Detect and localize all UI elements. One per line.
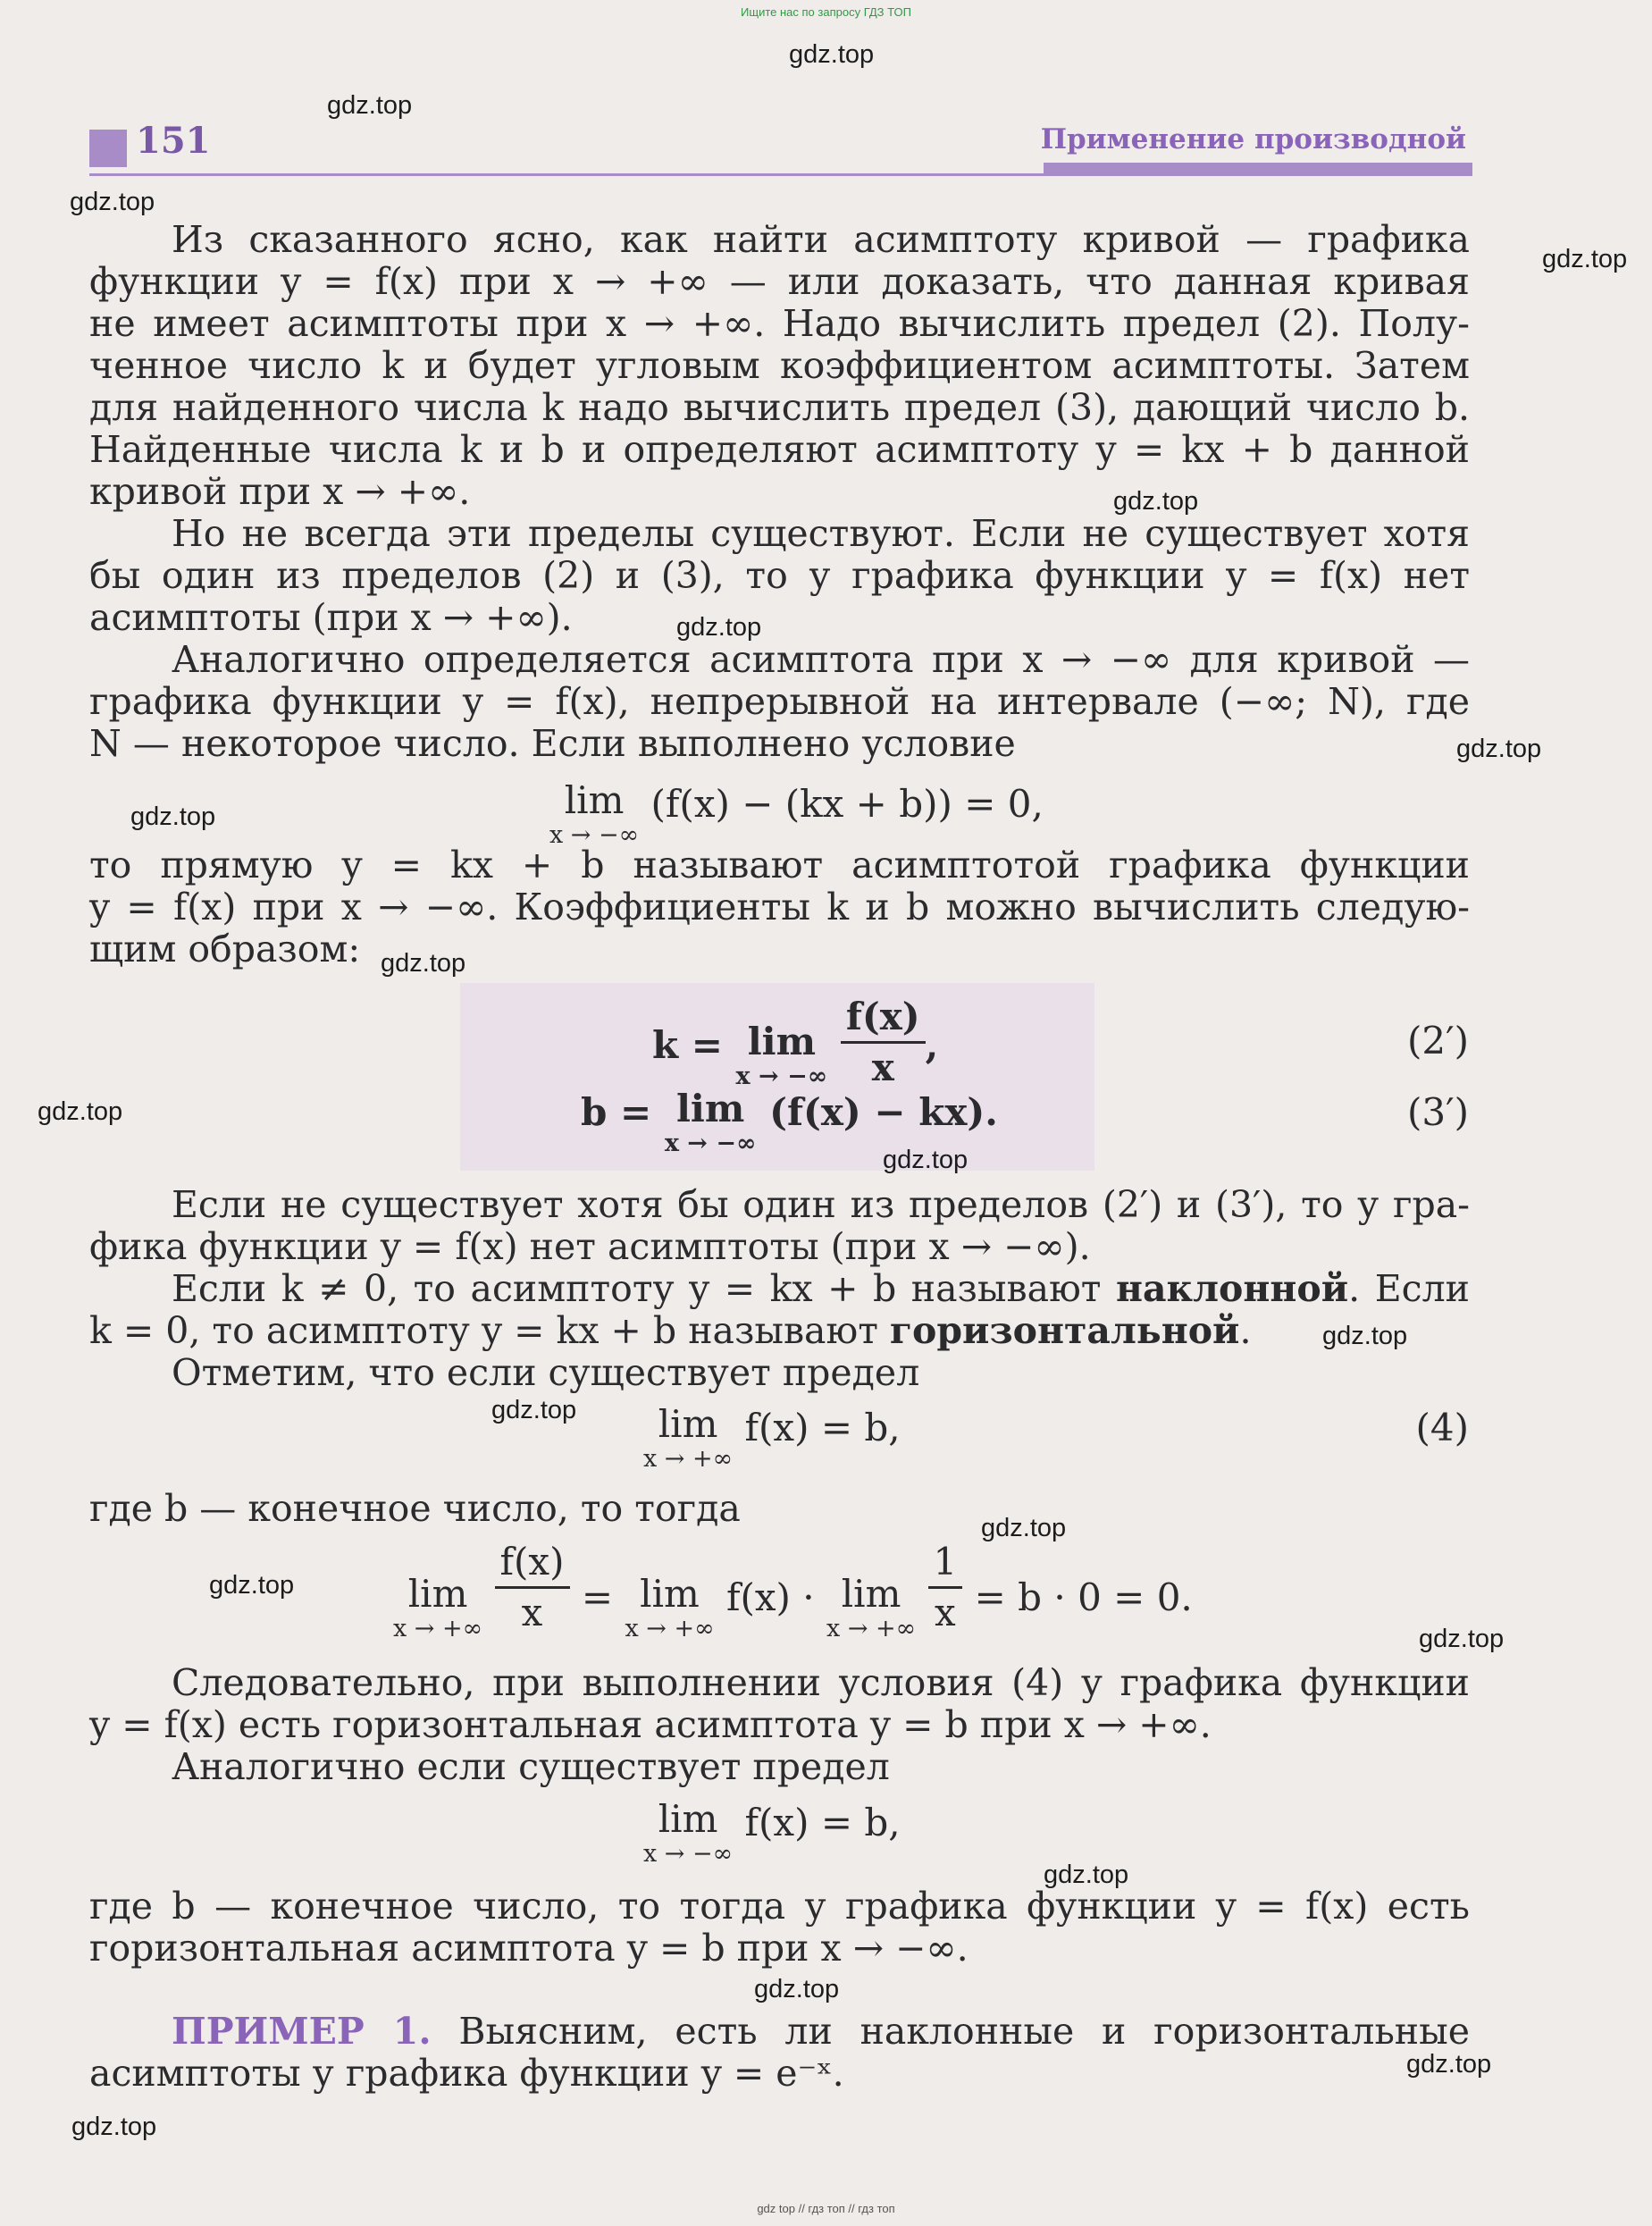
term-horizontal: горизонтальной [889, 1309, 1240, 1352]
text-line: Найденные числа k и b и определяют асимптоту y = kx + b данной [89, 428, 1470, 471]
text-fragment: Выясним, есть ли наклонные и горизонтальные [431, 2010, 1471, 2053]
paragraph-10 [89, 1746, 1470, 1788]
paragraph-9 [89, 1662, 1470, 1704]
text-line: Аналогично определяется асимптота при x → −∞ для кривой — [172, 638, 1470, 681]
fraction-denominator: x [935, 1591, 956, 1635]
text-line: N — некоторое число. Если выполнено условие [89, 722, 1016, 765]
paragraph-4 [89, 844, 1470, 928]
text-fragment: Если k ≠ 0, то асимптоту y = kx + b называют [172, 1267, 1116, 1310]
lim-operator: lim [407, 1572, 468, 1616]
example-1-end [89, 2053, 1470, 2095]
text-line: не имеет асимптоты при x → +∞. Надо вычислить предел (2). Полу- [89, 302, 1470, 345]
text-line: где b — конечное число, то тогда [89, 1487, 741, 1530]
text-line: где b — конечное число, то тогда у графика функции y = f(x) есть [89, 1885, 1470, 1928]
watermark: gdz.top [130, 802, 216, 831]
fraction-numerator: f(x) [841, 996, 926, 1044]
text-line: Отметим, что если существует предел [172, 1351, 920, 1394]
formula-body: f(x) · [725, 1575, 815, 1619]
text-line: для найденного числа k надо вычислить предел (3), дающий число b. [89, 386, 1470, 429]
text-line: Следовательно, при выполнении условия (4) у графика функции [172, 1661, 1470, 1704]
watermark: gdz.top [1419, 1625, 1505, 1653]
paragraph-5-end [89, 1226, 1470, 1268]
text-fragment: . Если [1348, 1267, 1470, 1310]
paragraph-2 [89, 513, 1470, 555]
watermark: gdz.top [491, 1396, 577, 1424]
equation-number: (3′) [1406, 1090, 1469, 1134]
lim-subscript: x → +∞ [643, 1445, 734, 1473]
text-line: кривой при x → +∞. [89, 470, 471, 513]
watermark: gdz.top [1113, 487, 1199, 516]
text-line: горизонтальная асимптота y = b при x → −∞. [89, 1927, 969, 1970]
paragraph-2-cont [89, 555, 1470, 597]
page-number-marker [89, 130, 127, 167]
formula-product-limit [393, 1541, 1193, 1641]
paragraph-1-end [89, 471, 1470, 513]
formula-k-limit [652, 996, 938, 1088]
fraction-denominator: x [521, 1591, 543, 1635]
watermark: gdz.top [327, 91, 413, 120]
equals-sign: = [581, 1575, 614, 1619]
watermark: gdz.top [1456, 735, 1542, 763]
lim-operator: lim [675, 1087, 745, 1130]
formula-tail: , [925, 1023, 939, 1067]
watermark: gdz.top [209, 1571, 295, 1600]
paragraph-1-cont [89, 261, 1470, 471]
paragraph-1 [89, 219, 1470, 261]
formula-tail: = b · 0 = 0. [974, 1575, 1193, 1619]
page-number: 151 [136, 120, 211, 162]
lim-subscript: x → −∞ [664, 1130, 757, 1157]
text-line: ченное число k и будет угловым коэффициентом асимптоты. Затем [89, 344, 1470, 387]
fraction-denominator: x [871, 1046, 894, 1090]
watermark: gdz.top [71, 2113, 157, 2141]
lim-subscript: x → −∞ [735, 1063, 828, 1090]
lim-subscript: x → +∞ [826, 1615, 917, 1642]
watermark: gdz.top [676, 613, 762, 642]
watermark: gdz.top [1044, 1861, 1129, 1889]
formula-body: (f(x) − (kx + b)) = 0, [650, 782, 1044, 826]
paragraph-3 [89, 639, 1470, 681]
paragraph-9-end [89, 1704, 1470, 1746]
formula-limit-plus-infinity [643, 1402, 901, 1473]
header-rule [89, 173, 1472, 176]
paragraph-3-cont [89, 681, 1470, 723]
text-line: Аналогично если существует предел [172, 1745, 890, 1788]
paragraph-11 [89, 1886, 1470, 1928]
watermark: gdz.top [981, 1514, 1067, 1542]
watermark: gdz.top [789, 40, 875, 69]
text-line: асимптоты у графика функции y = e⁻ˣ. [89, 2052, 844, 2095]
top-promo-note: Ищите нас по запросу ГДЗ ТОП [741, 5, 911, 19]
watermark: gdz.top [754, 1975, 840, 2003]
lim-operator: lim [564, 778, 625, 822]
text-line: бы один из пределов (2) и (3), то у графика функции y = f(x) нет [89, 554, 1470, 597]
lim-subscript: x → +∞ [393, 1615, 483, 1642]
watermark: gdz.top [381, 949, 466, 978]
text-line: асимптоты (при x → +∞). [89, 596, 573, 639]
text-line: y = f(x) есть горизонтальная асимптота y = b при x → +∞. [89, 1703, 1212, 1746]
text-line: фика функции y = f(x) нет асимптоты (при x → −∞). [89, 1225, 1091, 1268]
text-line: Если не существует хотя бы один из пределов (2′) и (3′), то у гра- [172, 1183, 1470, 1226]
text-line: Из сказанного ясно, как найти асимптоту кривой — графика [172, 218, 1470, 261]
watermark: gdz.top [70, 188, 155, 216]
fraction-numerator: 1 [928, 1541, 963, 1589]
header-rule-accent [1044, 163, 1472, 173]
formula-limit-condition [549, 778, 1044, 849]
text-fragment: . [1239, 1309, 1252, 1352]
watermark: gdz.top [883, 1146, 969, 1174]
watermark: gdz.top [1322, 1322, 1408, 1350]
text-line [89, 1310, 1470, 1352]
watermark: gdz.top [38, 1097, 123, 1126]
lim-operator: lim [658, 1402, 718, 1446]
equation-number: (2′) [1406, 1019, 1469, 1063]
text-line: Но не всегда эти пределы существуют. Если не существует хотя [172, 512, 1470, 555]
text-line: щим образом: [89, 928, 361, 970]
formula-lhs: k = [652, 1023, 723, 1067]
formula-limit-minus-infinity [643, 1797, 901, 1868]
fraction-numerator: f(x) [495, 1541, 570, 1589]
equation-number: (4) [1415, 1406, 1469, 1449]
formula-lhs: b = [581, 1090, 652, 1134]
running-title: Применение производной [1040, 123, 1466, 155]
text-line [89, 1268, 1470, 1310]
text-line: y = f(x) при x → −∞. Коэффициенты k и b можно вычислить следую- [89, 886, 1470, 928]
paragraph-6 [89, 1268, 1470, 1310]
paragraph-6-end [89, 1310, 1470, 1352]
paragraph-4-end [89, 928, 1470, 970]
paragraph-5 [89, 1184, 1470, 1226]
lim-operator: lim [747, 1020, 817, 1063]
paragraph-3-end [89, 723, 1470, 765]
term-oblique: наклонной [1115, 1267, 1349, 1310]
lim-operator: lim [841, 1572, 901, 1616]
paragraph-8 [89, 1488, 1470, 1530]
formula-body: (f(x) − kx). [769, 1090, 998, 1134]
lim-operator: lim [640, 1572, 700, 1616]
paragraph-11-end [89, 1928, 1470, 1970]
lim-subscript: x → +∞ [625, 1615, 715, 1642]
example-label: ПРИМЕР 1. [172, 2010, 432, 2053]
text-line [89, 2011, 1470, 2053]
lim-subscript: x → −∞ [643, 1840, 734, 1868]
example-1 [89, 2011, 1470, 2053]
lim-subscript: x → −∞ [549, 821, 640, 849]
text-line: графика функции y = f(x), непрерывной на интервале (−∞; N), где [89, 680, 1470, 723]
bottom-note: gdz top // гдз топ // гдз топ [757, 2202, 895, 2215]
text-fragment: k = 0, то асимптоту y = kx + b называют [89, 1309, 890, 1352]
paragraph-7 [89, 1352, 1470, 1394]
lim-operator: lim [658, 1797, 718, 1841]
watermark: gdz.top [1406, 2050, 1492, 2079]
watermark: gdz.top [1542, 245, 1628, 273]
text-line: то прямую y = kx + b называют асимптотой графика функции [89, 844, 1470, 886]
text-line: функции y = f(x) при x → +∞ — или доказать, что данная кривая [89, 260, 1470, 303]
formula-body: f(x) = b, [744, 1406, 901, 1449]
formula-body: f(x) = b, [744, 1801, 901, 1844]
paragraph-2-end [89, 597, 1470, 639]
